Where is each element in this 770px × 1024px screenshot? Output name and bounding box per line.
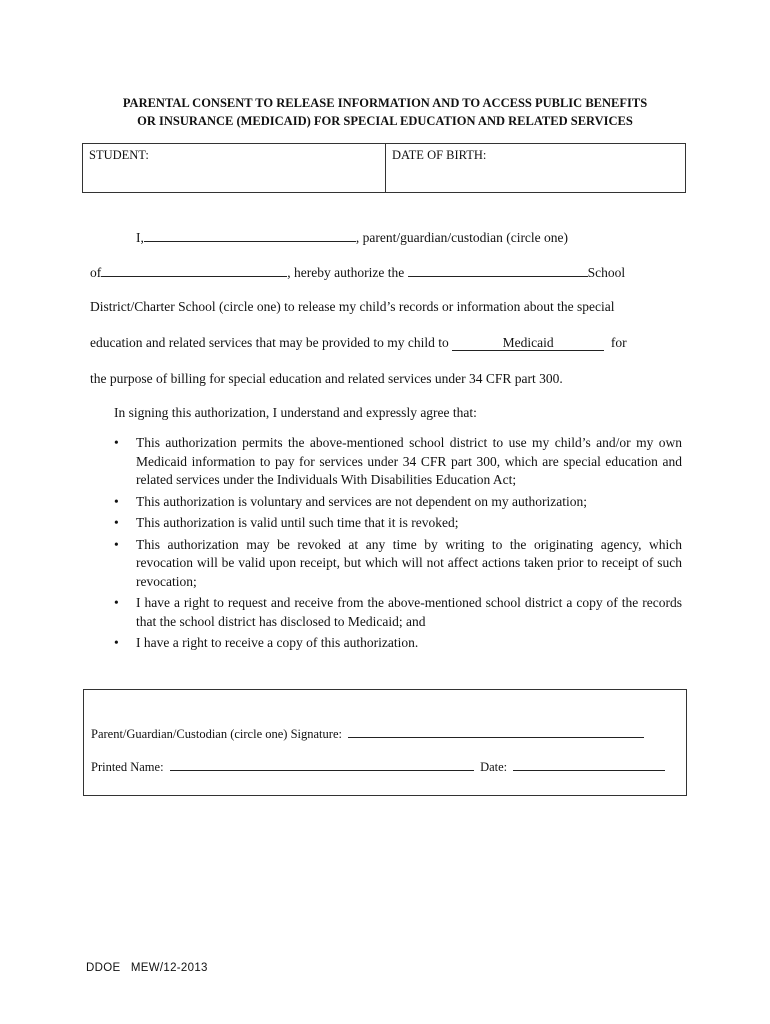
recipient-agency-field[interactable]: Medicaid: [452, 336, 604, 351]
printed-name-row: [91, 759, 665, 775]
bullet-icon: •: [114, 515, 119, 530]
printed-name-field[interactable]: [170, 759, 474, 771]
school-district-blank[interactable]: [408, 263, 588, 277]
line2-prefix: of: [90, 265, 102, 280]
line2-suffix: School: [587, 265, 626, 280]
list-item: • This authorization is valid until such time that it is revoked;: [110, 514, 682, 533]
parent-name-blank[interactable]: [144, 228, 356, 242]
bullet-icon: •: [114, 493, 119, 509]
bullet-icon: •: [114, 536, 119, 552]
authorization-line-4: [90, 335, 627, 351]
authorization-line-5: the purpose of billing for special education and related services under 34 CFR part 300.: [90, 371, 563, 386]
bullet-icon: •: [114, 595, 119, 610]
form-title: [60, 94, 710, 130]
list-item: • I have a right to request and receive from the above-mentioned school district a copy of the records that the school district has disclosed to Medicaid; and: [114, 595, 682, 629]
signature-label: Parent/Guardian/Custodian (circle one) Signature:: [91, 727, 342, 741]
line4-prefix: education and related services that may be provided to my child to: [90, 335, 449, 350]
signature-row: [91, 726, 644, 742]
authorization-line-1: [136, 228, 568, 246]
student-label: STUDENT:: [89, 148, 149, 162]
form-code-footer: DDOE MEW/12-2013: [86, 962, 208, 974]
agreement-intro: In signing this authorization, I understand and expressly agree that:: [114, 405, 477, 420]
address-blank[interactable]: [101, 263, 287, 277]
date-of-birth-label: DATE OF BIRTH:: [392, 148, 487, 162]
printed-name-label: Printed Name:: [91, 760, 164, 774]
student-field[interactable]: [83, 144, 386, 192]
date-field[interactable]: [513, 759, 665, 771]
line1-suffix: , parent/guardian/custodian (circle one): [355, 230, 569, 245]
bullet-icon: •: [114, 435, 119, 450]
line4-suffix: for: [610, 335, 627, 350]
bullet-icon: •: [114, 635, 119, 650]
form-title-line-1: PARENTAL CONSENT TO RELEASE INFORMATION AND TO ACCESS PUBLIC BENEFITS: [122, 96, 648, 110]
list-item: • This authorization permits the above-mentioned school district to use my child’s and/or my own Medicaid information to pay for services under 34 CFR part 300, which are special education and related services under the Individuals With Disabilities Education Act;: [114, 435, 682, 487]
authorization-line-2: [90, 263, 625, 281]
date-of-birth-field[interactable]: [386, 144, 685, 192]
date-label: Date:: [480, 760, 508, 774]
signature-box: [83, 689, 687, 796]
list-item: • I have a right to receive a copy of this authorization.: [110, 634, 682, 653]
list-item: • This authorization is voluntary and services are not dependent on my authorization;: [110, 493, 682, 512]
form-title-line-2: OR INSURANCE (MEDICAID) FOR SPECIAL EDUCATION AND RELATED SERVICES: [137, 114, 633, 128]
signature-field[interactable]: [348, 726, 644, 738]
authorization-line-3: District/Charter School (circle one) to release my child’s records or information about the special: [90, 299, 615, 314]
list-item: • This authorization may be revoked at any time by writing to the originating agency, which revocation will be valid upon receipt, but which will not affect actions taken prior to receipt of such revocation;: [114, 536, 682, 589]
student-info-table: [82, 143, 686, 193]
agreement-list: [110, 434, 682, 656]
line1-prefix: I,: [136, 230, 144, 245]
line2-middle: , hereby authorize the: [287, 265, 405, 280]
